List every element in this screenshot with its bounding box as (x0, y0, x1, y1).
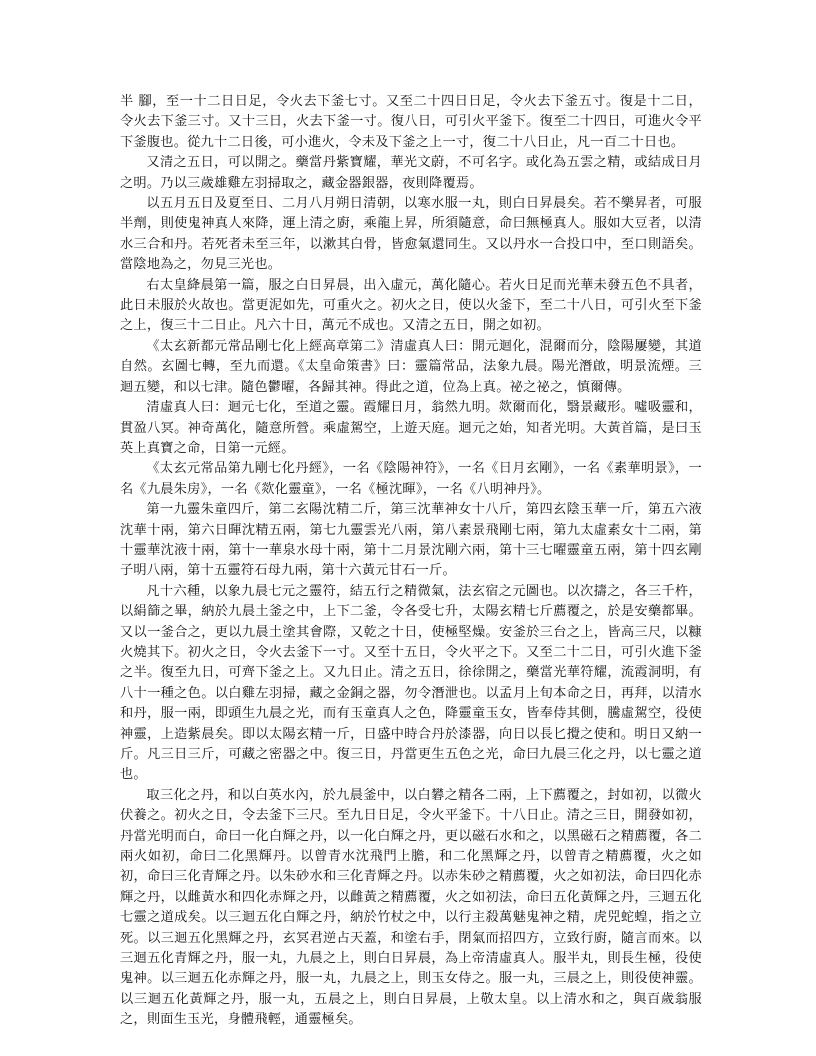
paragraph-6: 清虛真人曰：迴元七化，至道之靈。霞耀日月，翁然九明。欻爾而化，翳景藏形。噓吸靈和，貫盈八冥。神奇萬化，隨意所營。乘虛駕空，上遊天庭。迴元之始，知者光明。大黃首篇，是曰玉英上真寶之命，日第一元經。 (120, 400, 702, 456)
paragraph-10: 取三化之丹，和以白英水內，於九晨釜中，以白礬之精各二兩，上下薦覆之，封如初，以微火伏養之。初火之日，令去釜下三尺。至九日日足，令火平釜下。十八日止。清之三日，開發如初，丹當光明而白，命曰一化白輝之丹，以一化白輝之丹，更以磁石水和之，以黑磁石之精薦覆，各二兩火如初，命曰二化黑輝丹。以曾青水沈飛門上膽，和二化黑輝之丹，以曾青之精薦覆，火之如初，命曰三化青輝之丹。以朱砂水和三化青輝之丹。以赤朱砂之精薦覆，火之如初法，命曰四化赤輝之丹，以雌黃水和四化赤輝之丹，以雌黃之精薦覆，火之如初法，命曰五化黃輝之丹，三迴五化七靈之道成矣。以三迴五化白輝之丹，納於竹杖之中，以行主殺萬魅鬼神之精，虎兕蛇蝗，指之立死。以三迴五化黑輝之丹，玄冥君逆占天蓋，和塗右手，閉氣而招四方，立致行廚，隨言而來。以三迴五化青輝之丹，服一丸，九晨之上，則白日昇晨，為上帝清虛真人。服半丸，則長生極，役使鬼神。以三迴五化赤輝之丹，服一丸，九晨之上，則玉女侍之。服一丸，三晨之上，則役使神靈。以三迴五化黃輝之丹，服一丸，五晨之上，則白日昇晨，上敬太皇。以上清水和之，與百歲翁服之，則面生玉光，身體飛輕，通靈極矣。 (120, 787, 702, 1028)
paragraph-8: 第一九靈朱童四斤，第二玄陽沈精二斤，第三沈華神女十八斤，第四玄陰玉華一斤，第五六液沈華十兩，第六日暉沈精五兩，第七九靈雲光八兩，第八素景飛剛七兩，第九太虛素女十二兩，第十靈華沈液十兩，第十一華泉水母十兩，第十二月景沈剛六兩，第十三七曜靈童五兩，第十四玄剛子明八兩，第十五靈符石母九兩，第十六黃元甘石一斤。 (120, 502, 702, 579)
paragraph-2: 又清之五日，可以開之。藥當丹紫寶耀，華光文蔚，不可名字。或化為五雲之精，或結成日月之明。乃以三歲雄雞左羽掃取之，藏金器銀器，夜則降覆焉。 (120, 155, 702, 191)
paragraph-7: 《太玄元常品第九剛七化丹經》，一名《陰陽神符》，一名《日月玄剛》，一名《素華明景》，一名《九晨朱房》，一名《欻化靈童》，一名《極沈暉》，一名《八明神丹》。 (120, 461, 702, 497)
paragraph-4: 右太皇絳晨第一篇，服之白日昇晨，出入虛元，萬化隨心。若火日足而光華未發五色不具者，此日未服於火故也。當更泥如先，可重火之。初火之日，使以火釜下，至二十八日，可引火至下釜之上，復三十二日止。凡六十日，萬元不成也。又清之五日，開之如初。 (120, 277, 702, 334)
paragraph-3: 以五月五日及夏至日、二月八月朔日清朝，以寒水服一丸，則白日昇晨矣。若不樂昇者，可服半劑，則使鬼神真人來降，運上清之廚，乘龍上昇，所須隨意，命曰無極真人。服如大豆者，以清水三合和丹。若死者未至三年，以漱其白骨，皆愈氣還同生。又以丹水一合投口中，至口則語矣。當陰地為之，勿見三光也。 (120, 196, 702, 273)
paragraph-9: 凡十六種，以象九晨七元之靈符，結五行之精微氣，法玄宿之元圖也。以次擣之，各三千杵，以絹篩之畢，納於九晨土釜之中，上下二釜，令各受七升，太陽玄精七斤薦覆之，於是安藥都畢。又以一釜合之，更以九晨土塗其會際，又乾之十日，使極堅燥。安釜於三台之上，皆高三尺，以糠火燒其下。初火之日，令火去釜下一寸。又至十五日，令火平之下。又至二十二日，可引火進下釜之半。復至九日，可齊下釜之上。又九日止。清之五日，徐徐開之，藥當光華符耀，流霞洞明，有八十一種之色。以白雞左羽掃，藏之金銅之器，勿令潛泄也。以孟月上旬本命之日，再拜，以清水和丹，服一兩，即頭生九晨之光，而有玉童真人之色，降靈童玉女，皆奉侍其側，騰虛駕空，役使神靈，上造紫晨矣。即以太陽玄精一斤，日盛中時合丹於漆器，向日以長匕攪之使和。明日又納一斤。凡三日三斤，可藏之密器之中。復三日，丹當更生五色之光，命曰九晨三化之丹，以七靈之道也。 (120, 583, 702, 783)
paragraph-5: 《太玄新都元常品剛七化上經高章第二》清虛真人曰：開元迴化，混爾而分，陰陽屢變，其道自然。玄圖七轉，至九而還。《太皇命策書》曰：靈篇常品，法象九晨。陽光潛啟，明景流煙。三迴五變，和以七津。隨色鬱曜，各歸其神。得此之道，位為上真。祕之祕之，慎爾傳。 (120, 338, 702, 395)
document-page (120, 92, 702, 1031)
paragraph-1: 半 腳，至一十二日日足，令火去下釜七寸。又至二十四日日足，令火去下釜五寸。復是十二日，令火去下釜三寸。又十三日，火去下釜一寸。復八日，可引火平釜下。復至二十四日，可進火令平下釜腹也。從九十二日後，可小進火，令未及下釜之上一寸，復二十八日止，凡一百二十日也。 (120, 94, 702, 150)
